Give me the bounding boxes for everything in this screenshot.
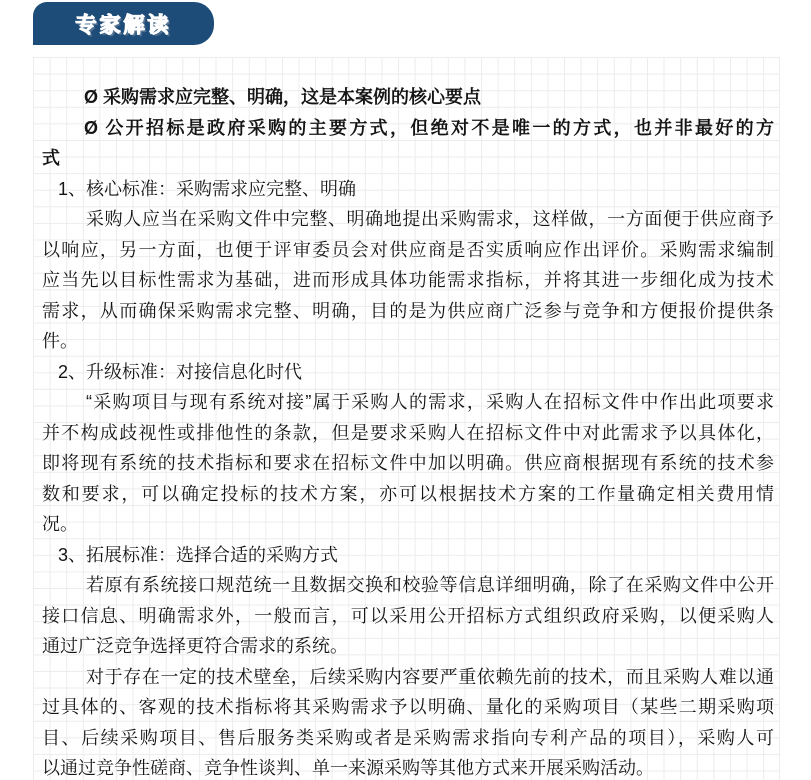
content-text bbox=[42, 82, 774, 780]
text-line: 并不构成歧视性或排他性的条款，但是要求采购人在招标文件中对此需求予以具体化， bbox=[42, 422, 774, 443]
document-content-panel bbox=[33, 57, 780, 780]
text-line: 需求，从而确保采购需求完整、明确，目的是为供应商广泛参与竞争和方便报价提供条 bbox=[42, 300, 774, 321]
text-line: 式 bbox=[42, 148, 60, 168]
text-line: Ø 采购需求应完整、明确，这是本案例的核心要点 bbox=[84, 87, 481, 107]
text-line: “采购项目与现有系统对接”属于采购人的需求，采购人在招标文件中作出此项要求 bbox=[86, 392, 774, 412]
text-line: 1、核心标准：采购需求应完整、明确 bbox=[58, 178, 357, 199]
text-line: 况。 bbox=[42, 514, 78, 534]
badge-label: 专家解读 bbox=[75, 13, 172, 37]
text-line: 目、后续采购项目、售后服务类采购或者是采购需求指向专利产品的项目），采购人可 bbox=[42, 727, 774, 748]
text-line: 若原有系统接口规范统一且数据交换和校验等信息详细明确，除了在采购文件中公开 bbox=[86, 575, 774, 595]
text-line: 接口信息、明确需求外，一般而言，可以采用公开招标方式组织政府采购，以便采购人 bbox=[42, 605, 774, 626]
text-line: 过具体的、客观的技术指标将其采购需求予以明确、量化的采购项目（某些二期采购项 bbox=[42, 697, 774, 717]
text-line: 应当先以目标性需求为基础，进而形成具体功能需求指标，并将其进一步细化成为技术 bbox=[42, 270, 774, 290]
text-line: 对于存在一定的技术壁垒，后续采购内容要严重依赖先前的技术，而且采购人难以通 bbox=[86, 666, 774, 687]
text-line: Ø 公开招标是政府采购的主要方式，但绝对不是唯一的方式，也并非最好的方 bbox=[84, 117, 774, 138]
text-line: 以响应，另一方面，也便于评审委员会对供应商是否实质响应作出评价。采购需求编制 bbox=[42, 239, 774, 260]
text-line: 通过广泛竞争选择更符合需求的系统。 bbox=[42, 636, 348, 656]
text-line: 以通过竞争性磋商、竞争性谈判、单一来源采购等其他方式来开展采购活动。 bbox=[42, 758, 654, 778]
text-line: 件。 bbox=[42, 331, 78, 351]
text-line: 2、升级标准：对接信息化时代 bbox=[58, 361, 303, 382]
text-line: 3、拓展标准：选择合适的采购方式 bbox=[58, 544, 339, 565]
text-line: 采购人应当在采购文件中完整、明确地提出采购需求，这样做，一方面便于供应商予 bbox=[86, 209, 774, 229]
expert-interpretation-badge bbox=[33, 2, 214, 45]
text-line: 数和要求，可以确定投标的技术方案，亦可以根据技术方案的工作量确定相关费用情 bbox=[42, 483, 774, 504]
text-line: 即将现有系统的技术指标和要求在招标文件中加以明确。供应商根据现有系统的技术参 bbox=[42, 453, 774, 473]
